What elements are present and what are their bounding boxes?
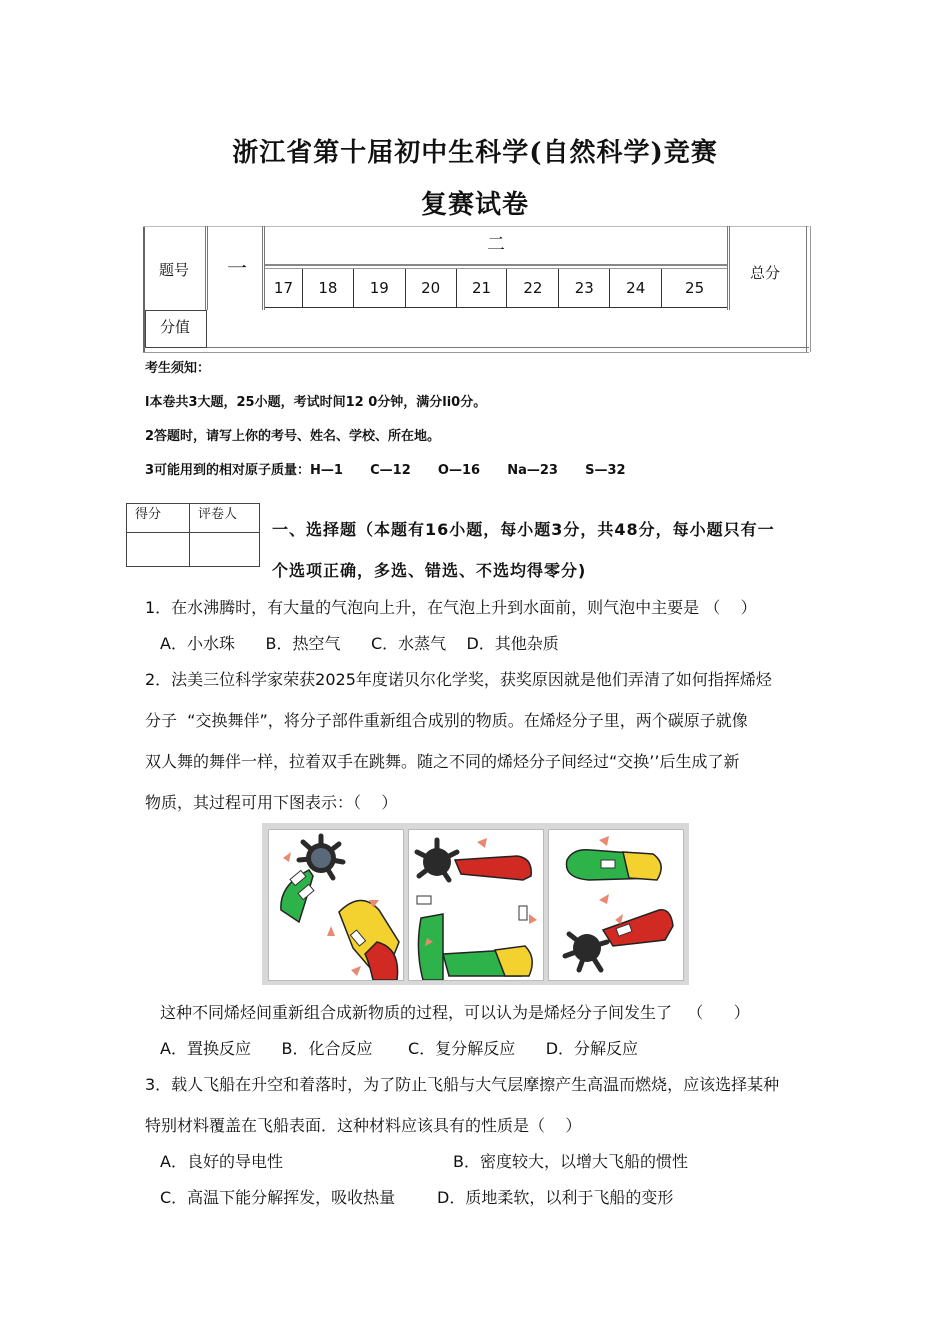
question-3-option-a: A．良好的导电性 — [160, 1152, 283, 1171]
question-label-cell — [145, 226, 208, 310]
dark-atom-icon — [565, 934, 607, 970]
question-number: 19 — [354, 269, 406, 307]
table-border-right — [806, 226, 811, 352]
question-number: 25 — [685, 279, 705, 297]
hand-link-icon — [519, 906, 527, 920]
hand-link-icon — [417, 896, 431, 904]
notice-heading: 考生须知： — [145, 361, 211, 376]
question-3-line: 3．载人飞船在升空和着落时，为了防止飞船与大气层摩擦产生高温而燃烧，应该选择某种 — [145, 1075, 780, 1094]
question-number-row — [265, 268, 727, 308]
page-subtitle: 复赛试卷 — [420, 190, 529, 220]
section-one-label: 一 — [227, 256, 247, 280]
figure-panel-1 — [268, 829, 404, 981]
question-2-line: 双人舞的舞伴一样，拉着双手在跳舞。随之不同的烯烃分子间经过“交换’’后生成了新 — [145, 752, 740, 771]
question-number: 18 — [303, 269, 354, 307]
section-two-block — [262, 226, 730, 310]
notice-line: 3可能用到的相对原子质量：H—1 C—12 O—16 Na—23 S—32 — [145, 463, 626, 478]
section-two-label: 二 — [265, 228, 727, 266]
question-number: 23 — [559, 269, 610, 307]
grader-box — [126, 503, 260, 567]
question-3-option-d: D．质地柔软，以利于飞船的变形 — [437, 1188, 674, 1207]
figure-panel-2 — [408, 829, 544, 981]
section-one-heading-cont: 个选项正确，多选、错选、不选均得零分) — [272, 561, 587, 580]
question-2-line: 物质，其过程可用下图表示：（ ） — [145, 793, 398, 812]
molecule-products-illustration — [549, 830, 683, 980]
question-3-line: 特别材料覆盖在飞船表面．这种材料应该具有的性质是（ ） — [145, 1116, 582, 1135]
green-molecule-icon — [418, 914, 443, 980]
question-3-option-c: C．高温下能分解挥发，吸收热量 — [160, 1188, 396, 1207]
question-2-followup: 这种不同烯烃间重新组合成新物质的过程，可以认为是烯烃分子间发生了 （ ） — [160, 1003, 750, 1022]
question-number: 24 — [610, 269, 662, 307]
figure-panel-3 — [548, 829, 684, 981]
question-number: 21 — [457, 269, 508, 307]
question-label: 题号 — [159, 261, 190, 279]
yellow-molecule-icon — [623, 852, 661, 880]
grader-score-field[interactable] — [127, 533, 190, 566]
notice-line: 2答题时，请写上你的考号、姓名、学校、所在地。 — [145, 429, 441, 444]
red-molecule-icon — [603, 910, 673, 946]
question-2-line: 分子 “交换舞伴”，将分子部件重新组合成别的物质。在烯烃分子里，两个碳原子就像 — [145, 711, 748, 730]
metathesis-figure — [262, 823, 689, 985]
molecule-dancers-illustration — [269, 830, 403, 980]
grader-name-label: 评卷人 — [198, 507, 238, 522]
question-1-options: A．小水珠 B．热空气 C．水蒸气 D．其他杂质 — [160, 634, 559, 653]
dark-atom-icon — [417, 840, 457, 880]
question-3-option-b: B．密度较大，以增大飞船的惯性 — [453, 1152, 688, 1171]
score-label-cell — [145, 310, 207, 348]
hand-link-icon — [601, 860, 615, 868]
question-1-stem: 1．在水沸腾时，有大量的气泡向上升，在气泡上升到水面前，则气泡中主要是 （ ） — [145, 598, 757, 617]
grader-score-label: 得分 — [127, 504, 190, 532]
score-label: 分值 — [160, 318, 191, 336]
total-label: 总分 — [750, 264, 781, 282]
question-2-line: 2．法美三位科学家荣获2025年度诺贝尔化学奖，获奖原因就是他们弄清了如何指挥烯烃 — [145, 670, 772, 689]
page-title: 浙江省第十届初中生科学(自然科学)竞赛 — [232, 138, 718, 168]
molecule-exchange-illustration — [409, 830, 543, 980]
question-number: 22 — [507, 269, 559, 307]
table-border-bottom — [143, 347, 809, 353]
question-number: 17 — [265, 269, 303, 307]
section-one-heading: 一、选择题（本题有16小题，每小题3分，共48分，每小题只有一 — [272, 520, 775, 539]
red-molecule-icon — [455, 856, 531, 880]
question-number: 20 — [406, 269, 457, 307]
notice-line: l本卷共3大题，25小题，考试时间12 0分钟，满分li0分。 — [145, 395, 487, 410]
score-table — [143, 226, 809, 352]
grader-name-field[interactable] — [190, 533, 259, 566]
question-2-options: A．置换反应 B．化合反应 C．复分解反应 D．分解反应 — [160, 1039, 639, 1058]
